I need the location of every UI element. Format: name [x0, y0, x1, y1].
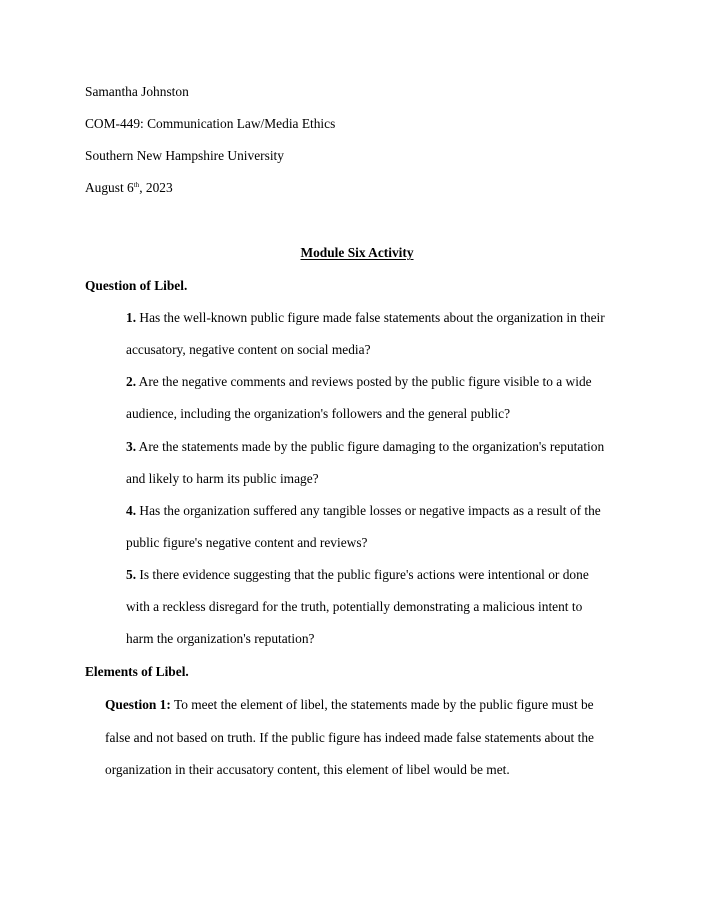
element-question-1-line-3: organization in their accusatory content, this element of libel would be met.: [105, 762, 510, 777]
question-number-3: 3.: [126, 439, 137, 454]
question-text-5a: Is there evidence suggesting that the public figure's actions were intentional or done: [136, 567, 589, 582]
section-heading-elements-of-libel: Elements of Libel.: [85, 664, 189, 679]
element-question-1-text-a: To meet the element of libel, the statements made by the public figure must be: [170, 697, 594, 712]
question-text-1a: Has the well-known public figure made false statements about the organization in their: [136, 310, 605, 325]
document-title: Module Six Activity: [300, 245, 414, 260]
question-item-1-line-1: [126, 310, 605, 326]
question-number-5: 5.: [126, 567, 137, 582]
date-rest: , 2023: [139, 180, 173, 195]
date-suffix: th: [133, 181, 140, 189]
question-text-3a: Are the statements made by the public figure damaging to the organization's reputation: [136, 439, 605, 454]
question-number-4: 4.: [126, 503, 137, 518]
question-item-4-line-1: [126, 503, 601, 519]
author-name: Samantha Johnston: [85, 84, 189, 99]
question-item-2-line-2: audience, including the organization's followers and the general public?: [126, 406, 511, 421]
element-question-1-line-1: [105, 697, 594, 713]
question-number-1: 1.: [126, 310, 137, 325]
question-item-5-line-2: with a reckless disregard for the truth, potentially demonstrating a malicious intent to: [126, 599, 583, 614]
institution-name: Southern New Hampshire University: [85, 148, 284, 163]
date-prefix: August 6: [85, 180, 134, 195]
date-line: [85, 180, 173, 196]
question-item-5-line-1: [126, 567, 589, 583]
question-text-2a: Are the negative comments and reviews posted by the public figure visible to a wide: [136, 374, 592, 389]
question-item-4-line-2: public figure's negative content and reviews?: [126, 535, 368, 550]
question-number-2: 2.: [126, 374, 137, 389]
element-question-1-line-2: false and not based on truth. If the public figure has indeed made false statements about the: [105, 730, 594, 745]
question-item-3-line-1: [126, 439, 604, 455]
question-item-1-line-2: accusatory, negative content on social media?: [126, 342, 371, 357]
course-name: COM-449: Communication Law/Media Ethics: [85, 116, 336, 131]
question-item-2-line-1: [126, 374, 592, 390]
section-heading-question-of-libel: Question of Libel.: [85, 278, 188, 293]
question-item-3-line-2: and likely to harm its public image?: [126, 471, 319, 486]
question-item-5-line-3: harm the organization's reputation?: [126, 631, 315, 646]
element-question-1-label: Question 1:: [105, 697, 171, 712]
question-text-4a: Has the organization suffered any tangible losses or negative impacts as a result of the: [136, 503, 601, 518]
